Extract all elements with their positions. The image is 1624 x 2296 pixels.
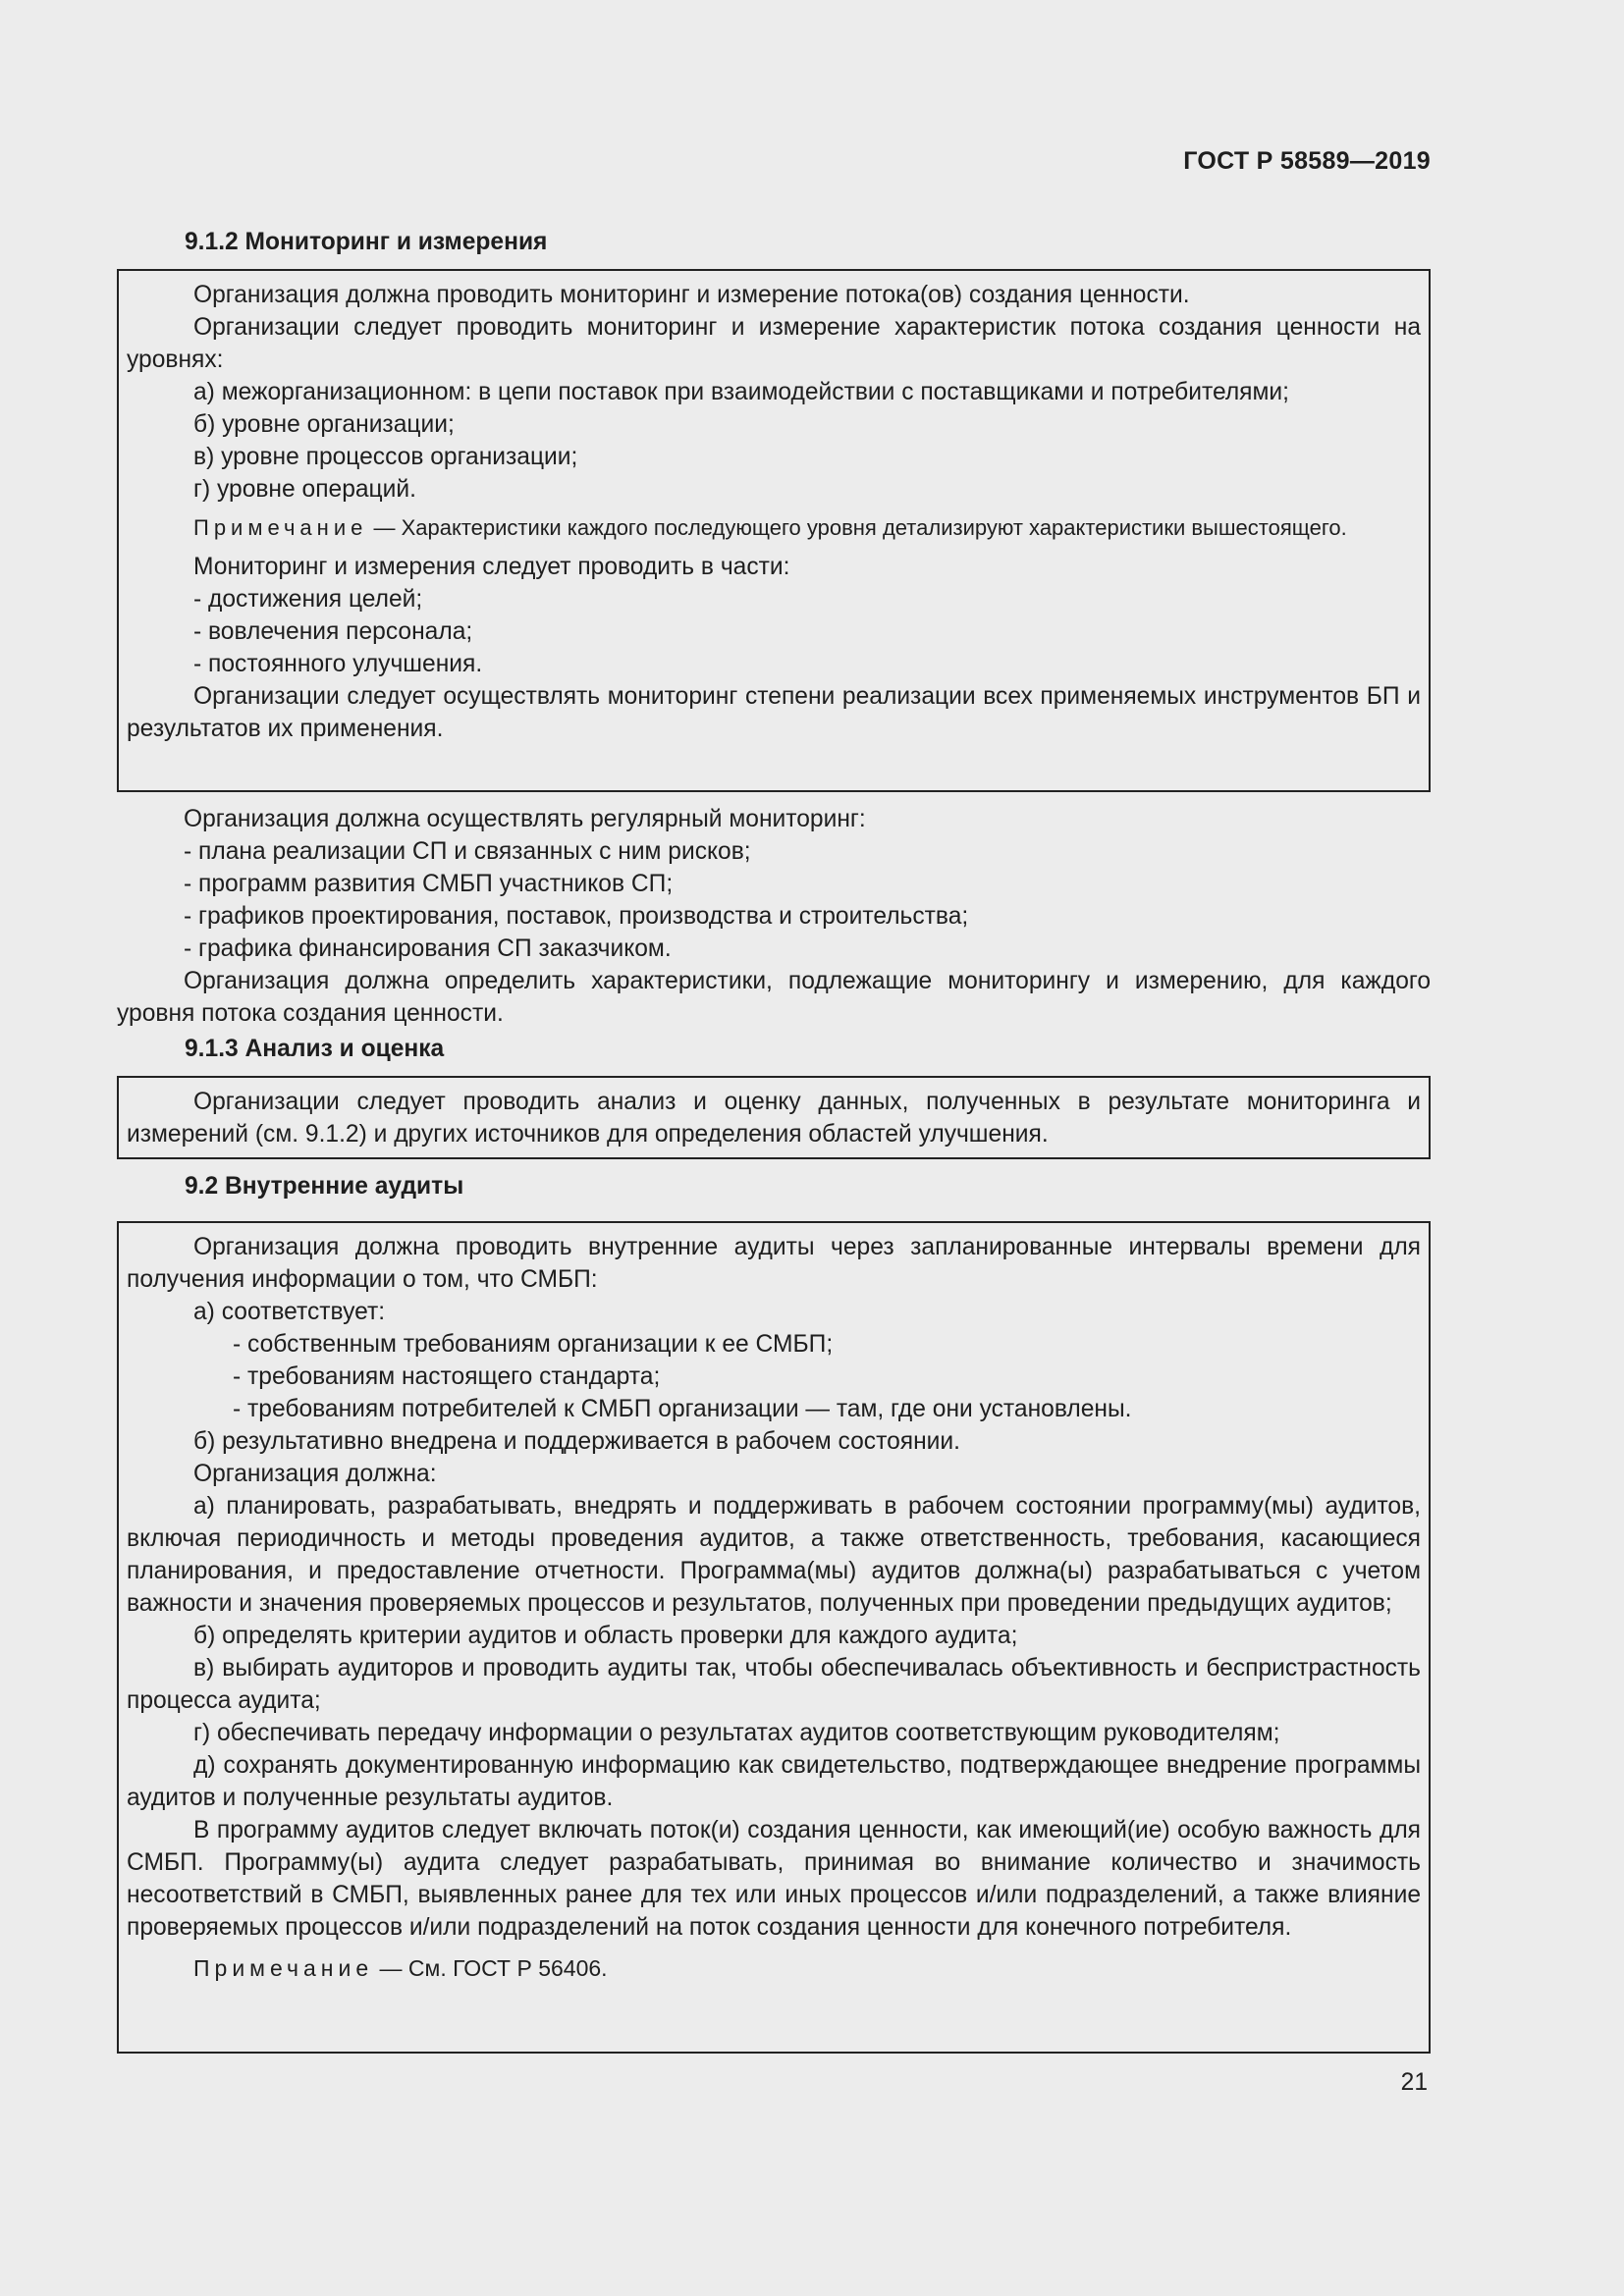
- note: [127, 1953, 1421, 1983]
- list-item: в) уровне процессов организации;: [193, 444, 578, 470]
- list-item: - вовлечения персонала;: [193, 618, 473, 645]
- section-heading-9-2: 9.2 Внутренние аудиты: [185, 1173, 464, 1200]
- paragraph: Организация должна проводить мониторинг и измерение потока(ов) создания ценности.: [193, 282, 1190, 308]
- list-item: а) межорганизационном: в цепи поставок при взаимодействии с поставщиками и потребителями;: [193, 379, 1289, 405]
- requirement-box-9-2: [117, 1221, 1431, 2054]
- note: [127, 513, 1421, 543]
- list-item: - программ развития СМБП участников СП;: [184, 871, 674, 897]
- paragraph: В программу аудитов следует включать поток(и) создания ценности, как имеющий(ие) особую важность для СМБП. Программу(ы) аудита следует разрабатывать, принимая во внимание количество и значимость несоответствий в СМБП, выявленных ранее для тех или иных процессов и/или подразделений, а также влияние проверяемых процессов и/или подразделений на поток создания ценности для конечного потребителя.: [127, 1817, 1421, 1941]
- note-text: — См. ГОСТ Р 56406.: [373, 1955, 608, 1981]
- section-heading-9-1-2: 9.1.2 Мониторинг и измерения: [185, 229, 548, 255]
- paragraph: Организация должна определить характеристики, подлежащие мониторингу и измерению, для каждого уровня потока создания ценности.: [117, 968, 1431, 1027]
- paragraph: Организации следует проводить анализ и оценку данных, полученных в результате мониторинга и измерений (см. 9.1.2) и других источников для определения областей улучшения.: [127, 1089, 1421, 1148]
- section-heading-9-1-3: 9.1.3 Анализ и оценка: [185, 1036, 445, 1062]
- requirement-box-9-1-2: [117, 269, 1431, 792]
- list-item: - достижения целей;: [193, 586, 423, 613]
- paragraph: Мониторинг и измерения следует проводить в части:: [193, 554, 790, 580]
- list-item: - собственным требованиям организации к ее СМБП;: [233, 1331, 834, 1358]
- list-item: - требованиям настоящего стандарта;: [233, 1363, 661, 1390]
- text-block-9-1-2-after: [117, 803, 1431, 1030]
- list-item: - требованиям потребителей к СМБП организации — там, где они установлены.: [233, 1396, 1132, 1422]
- list-item: в) выбирать аудиторов и проводить аудиты так, чтобы обеспечивалась объективность и беспристрастность процесса аудита;: [127, 1655, 1421, 1714]
- list-item: г) обеспечивать передачу информации о результатах аудитов соответствующим руководителям;: [193, 1720, 1280, 1746]
- paragraph: Организация должна:: [193, 1461, 437, 1487]
- paragraph: Организации следует осуществлять мониторинг степени реализации всех применяемых инструментов БП и результатов их применения.: [127, 683, 1421, 742]
- list-item: д) сохранять документированную информацию как свидетельство, подтверждающее внедрение программы аудитов и полученные результаты аудитов.: [127, 1752, 1421, 1811]
- list-item: б) результативно внедрена и поддерживается в рабочем состоянии.: [193, 1428, 960, 1455]
- document-code: ГОСТ Р 58589—2019: [1183, 147, 1431, 175]
- list-item: б) определять критерии аудитов и область проверки для каждого аудита;: [193, 1623, 1018, 1649]
- note-text: — Характеристики каждого последующего уровня детализируют характеристики вышестоящего.: [367, 515, 1347, 540]
- paragraph: Организация должна проводить внутренние аудиты через запланированные интервалы времени для получения информации о том, что СМБП:: [127, 1234, 1421, 1293]
- list-item: - постоянного улучшения.: [193, 651, 483, 677]
- requirement-box-9-1-3: [117, 1076, 1431, 1159]
- paragraph: Организации следует проводить мониторинг и измерение характеристик потока создания ценности на уровнях:: [127, 314, 1421, 373]
- note-label: Примечание: [193, 1955, 374, 1981]
- list-item: а) планировать, разрабатывать, внедрять и поддерживать в рабочем состоянии программу(мы) аудитов, включая периодичность и методы проведения аудитов, а также ответственность, требования, касающиеся планирования, и предоставление отчетности. Программа(мы) аудитов должна(ы) разрабатываться с учетом важности и значения проверяемых процессов и результатов, полученных при проведении предыдущих аудитов;: [127, 1493, 1421, 1617]
- list-item: - графика финансирования СП заказчиком.: [184, 935, 672, 962]
- list-item: б) уровне организации;: [193, 411, 455, 438]
- page-number: 21: [1400, 2069, 1428, 2096]
- paragraph: Организация должна осуществлять регулярный мониторинг:: [184, 806, 866, 832]
- list-item: а) соответствует:: [193, 1299, 386, 1325]
- note-label: Примечание: [193, 515, 368, 540]
- list-item: - графиков проектирования, поставок, производства и строительства;: [184, 903, 969, 930]
- list-item: - плана реализации СП и связанных с ним рисков;: [184, 838, 751, 865]
- list-item: г) уровне операций.: [193, 476, 416, 503]
